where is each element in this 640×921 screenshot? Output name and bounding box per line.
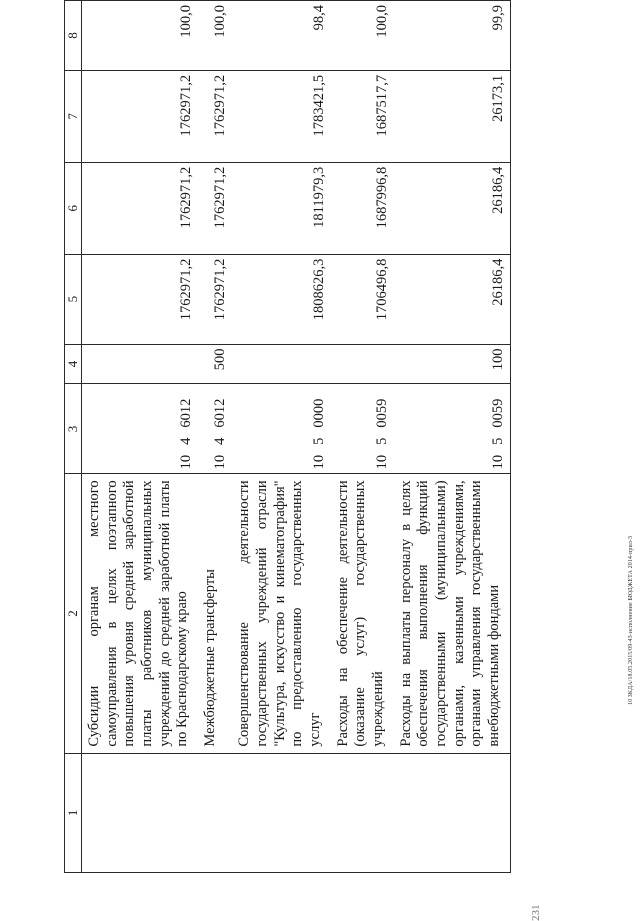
empty-cell (232, 753, 330, 872)
table-row (82, 1, 199, 873)
value-col-6: 26186,4 (394, 162, 511, 254)
value-col-5: 26186,4 (394, 254, 511, 344)
empty-cell (82, 753, 199, 872)
code-rz: 10 (374, 455, 392, 470)
value-col-7: 1687517,7 (331, 70, 394, 162)
code-pr: 5 (374, 438, 392, 445)
table-row (331, 1, 394, 873)
table-row (198, 1, 232, 873)
codes-cell (331, 384, 394, 474)
code-rz: 10 (212, 455, 230, 470)
code-vr (331, 344, 394, 384)
value-col-5: 1762971,2 (82, 254, 199, 344)
codes-cell (232, 384, 330, 474)
value-col-7: 1783421,5 (232, 70, 330, 162)
value-col-6: 1811979,3 (232, 162, 330, 254)
footer-path: 10 ЗКДА/18.05.2015/09-43-исполнение БЮДЖЕТА 2014-прил-3 (628, 536, 634, 705)
value-col-5: 1808626,3 (232, 254, 330, 344)
empty-cell (198, 753, 232, 872)
code-pr: 4 (212, 438, 230, 445)
empty-cell (394, 753, 511, 872)
table-row (232, 1, 330, 873)
header-col-7: 7 (65, 70, 82, 162)
value-col-8: 99,9 (394, 1, 511, 71)
codes-cell (198, 384, 232, 474)
page-number: 231 (530, 905, 542, 921)
code-csr: 6012 (178, 399, 196, 428)
value-col-7: 26173,1 (394, 70, 511, 162)
code-vr: 100 (394, 344, 511, 384)
value-col-6: 1762971,2 (198, 162, 232, 254)
header-col-4: 4 (65, 344, 82, 384)
codes-cell (82, 384, 199, 474)
header-col-2: 2 (65, 474, 82, 753)
codes-cell (394, 384, 511, 474)
value-col-8: 100,0 (82, 1, 199, 71)
code-vr: 500 (198, 344, 232, 384)
value-col-6: 1762971,2 (82, 162, 199, 254)
header-col-8: 8 (65, 1, 82, 71)
row-name: Расходы на обеспечение деятельности (оказание услуг) государственных учреждений (331, 474, 394, 753)
empty-cell (331, 753, 394, 872)
code-csr: 0000 (311, 399, 329, 428)
header-col-1: 1 (65, 753, 82, 872)
header-col-3: 3 (65, 384, 82, 474)
header-row (65, 1, 82, 873)
header-col-6: 6 (65, 162, 82, 254)
value-col-8: 100,0 (331, 1, 394, 71)
code-pr: 5 (490, 438, 508, 445)
code-pr: 5 (311, 438, 329, 445)
value-col-8: 100,0 (198, 1, 232, 71)
value-col-5: 1762971,2 (198, 254, 232, 344)
code-vr (82, 344, 199, 384)
code-rz: 10 (178, 455, 196, 470)
row-name: Межбюджетные трансферты (198, 474, 232, 753)
table-row (394, 1, 511, 873)
row-name: Субсидии органам местного самоуправления в целях поэтапного повышения уровня средней заработной платы работников муниципальных учреждений до средней заработной платы по Краснодарскому краю (82, 474, 199, 753)
code-pr: 4 (178, 438, 196, 445)
row-name: Расходы на выплаты персоналу в целях обеспечения выполнения функций государственными (муниципальными) органами, казенными учреждениями, органами управления государственными внебюджетными фондами (394, 474, 511, 753)
value-col-7: 1762971,2 (82, 70, 199, 162)
value-col-8: 98,4 (232, 1, 330, 71)
code-csr: 0059 (490, 399, 508, 428)
header-col-5: 5 (65, 254, 82, 344)
value-col-6: 1687996,8 (331, 162, 394, 254)
code-vr (232, 344, 330, 384)
code-rz: 10 (490, 455, 508, 470)
budget-table (64, 0, 511, 873)
row-name: Совершенствование деятельности государственных учреждений отрасли "Культура, искусство и кинематография" по предоставлению государственных услуг (232, 474, 330, 753)
code-csr: 0059 (374, 399, 392, 428)
code-csr: 6012 (212, 399, 230, 428)
value-col-5: 1706496,8 (331, 254, 394, 344)
value-col-7: 1762971,2 (198, 70, 232, 162)
code-rz: 10 (311, 455, 329, 470)
